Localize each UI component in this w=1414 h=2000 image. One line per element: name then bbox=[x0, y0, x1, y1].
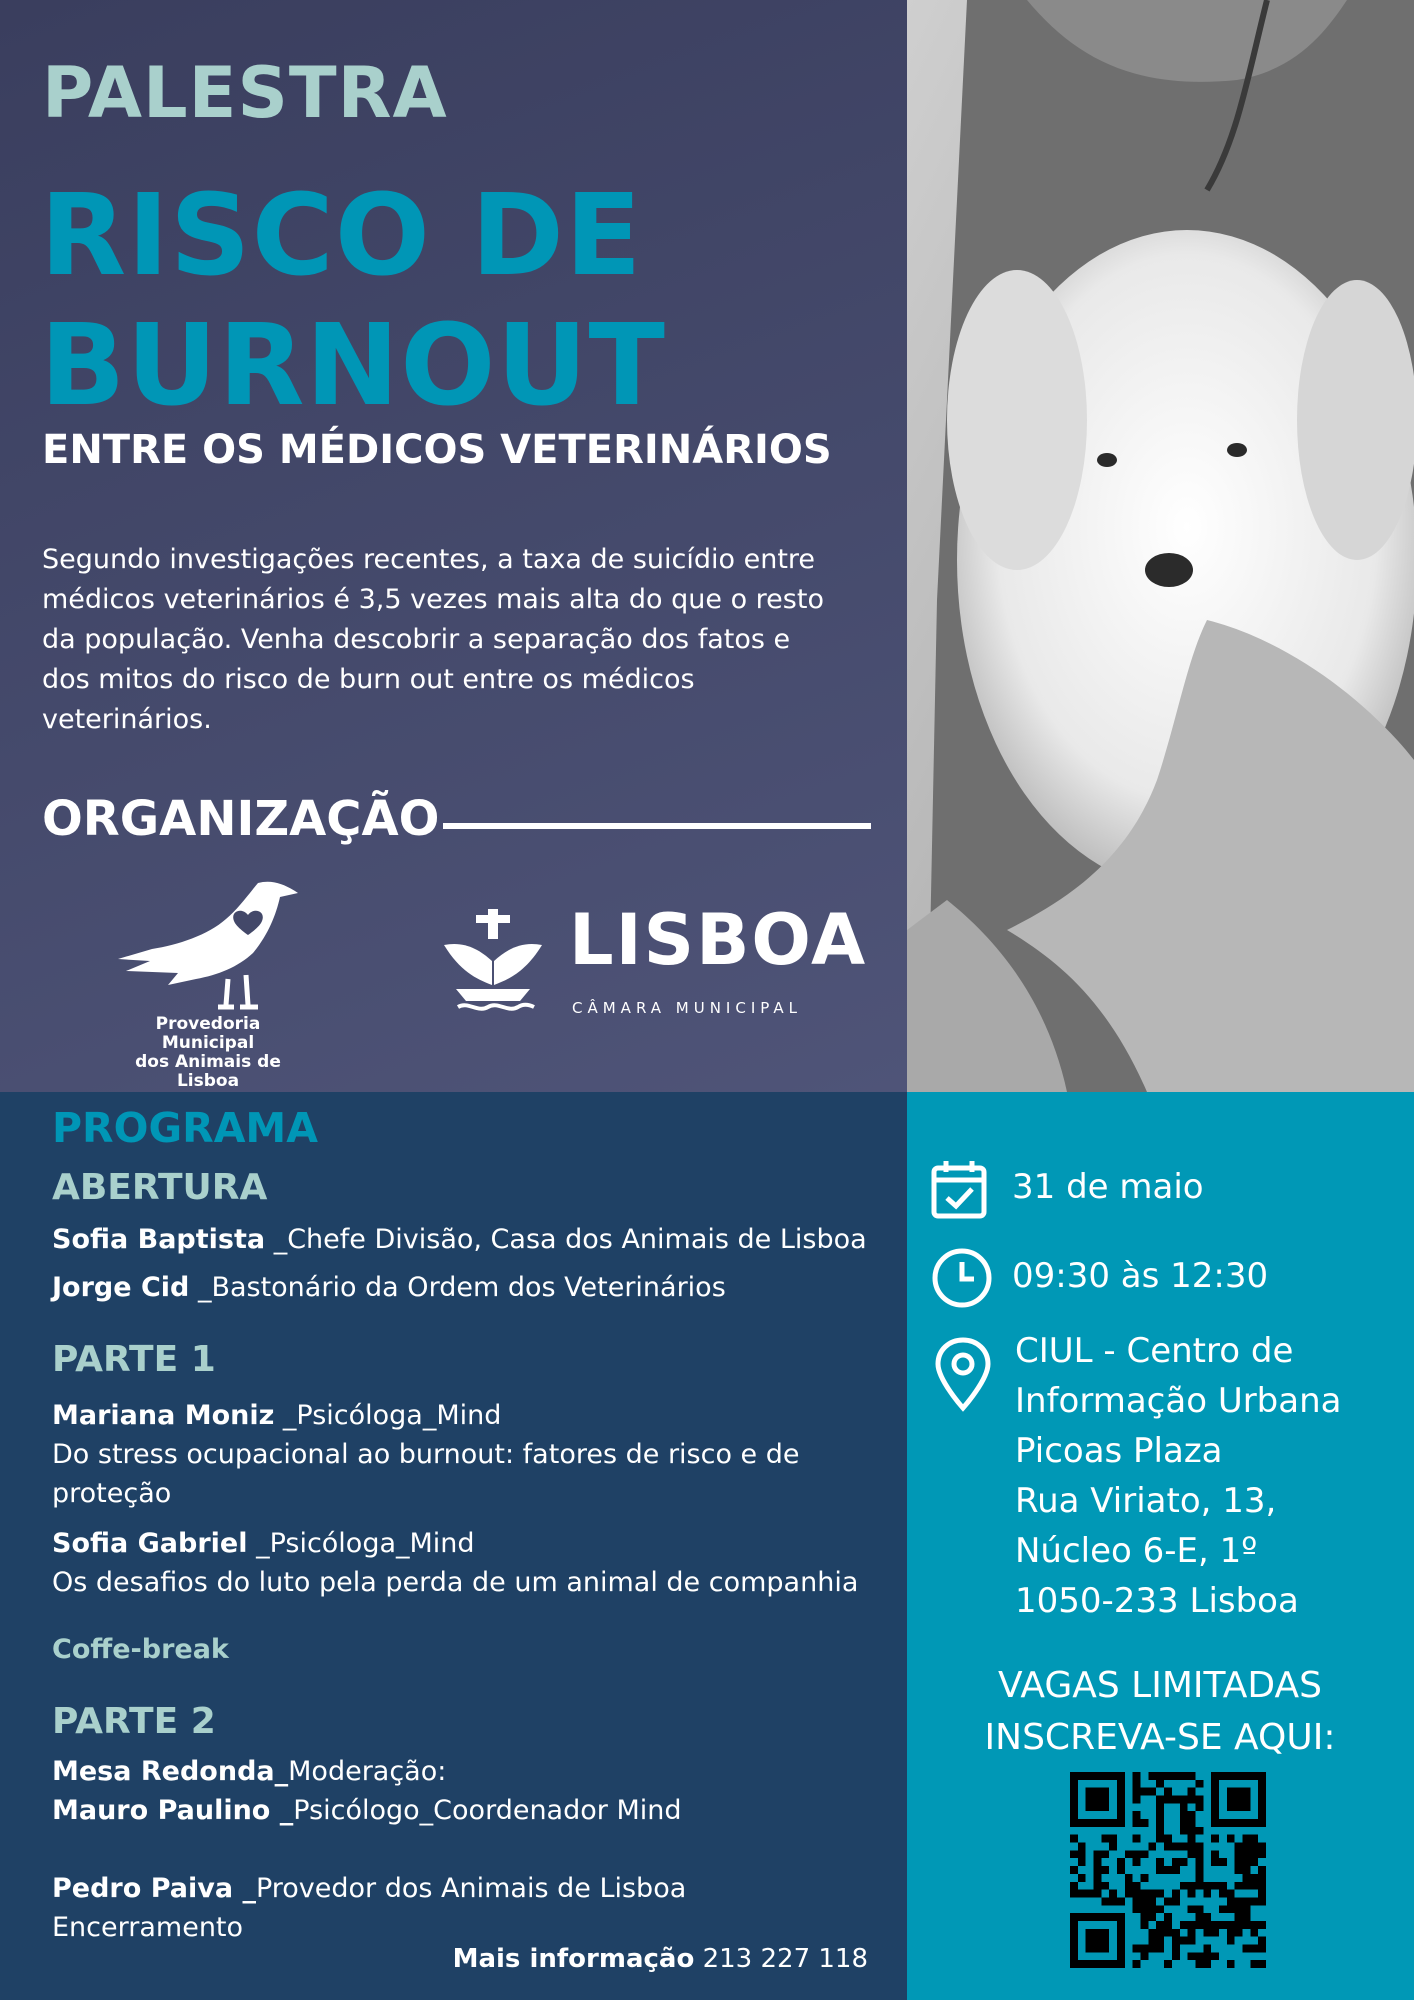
parte1-title: PARTE 1 bbox=[52, 1339, 216, 1380]
location-line-5: Núcleo 6-E, 1º bbox=[1015, 1531, 1258, 1571]
coffee-break-label: Coffe-break bbox=[52, 1634, 229, 1665]
location-line-3: Picoas Plaza bbox=[1015, 1431, 1223, 1471]
organization-title: ORGANIZAÇÃO bbox=[42, 791, 440, 847]
more-info: Mais informação 213 227 118 bbox=[452, 1944, 868, 1974]
abertura-speaker-2: Jorge Cid _Bastonário da Ordem dos Veterinários bbox=[52, 1272, 726, 1303]
intro-paragraph: Segundo investigações recentes, a taxa de suicídio entre médicos veterinários é 3,5 vezes mais alta do que o resto da população. Venha descobrir a separação dos fatos e dos mitos do risco de burn out entre os médicos veterinários. bbox=[42, 544, 824, 735]
parte1-talk-1-topic-line2: proteção bbox=[52, 1478, 172, 1509]
parte2-closing-label: Encerramento bbox=[52, 1912, 244, 1943]
registration-callout bbox=[930, 1660, 1390, 1764]
event-title-line2: BURNOUT bbox=[40, 301, 666, 431]
event-kicker: PALESTRA bbox=[42, 52, 448, 134]
abertura-title: ABERTURA bbox=[52, 1167, 268, 1208]
map-pin-icon bbox=[932, 1336, 994, 1416]
parte2-moderator: Mauro Paulino _Psicólogo_Coordenador Mind bbox=[52, 1795, 682, 1826]
parte1-talk-1-speaker: Mariana Moniz _Psicóloga_Mind bbox=[52, 1400, 502, 1431]
parte2-title: PARTE 2 bbox=[52, 1701, 216, 1742]
clock-icon bbox=[930, 1246, 994, 1314]
parte1-talk-1-topic-line1: Do stress ocupacional ao burnout: fatores de risco e de bbox=[52, 1439, 800, 1470]
event-title-line1: RISCO DE bbox=[40, 171, 643, 301]
organization-divider bbox=[443, 823, 871, 829]
location-line-1: CIUL - Centro de bbox=[1015, 1331, 1294, 1371]
provedoria-caption-line1: Provedoria Municipal bbox=[155, 1014, 261, 1053]
event-time: 09:30 às 12:30 bbox=[1012, 1256, 1269, 1296]
event-location bbox=[1015, 1326, 1395, 1626]
location-line-2: Informação Urbana bbox=[1015, 1381, 1342, 1421]
provedoria-caption-line2: dos Animais de Lisboa bbox=[135, 1052, 281, 1091]
event-subtitle: ENTRE OS MÉDICOS VETERINÁRIOS bbox=[42, 427, 832, 473]
vagas-line1: VAGAS LIMITADAS bbox=[998, 1665, 1322, 1706]
lisboa-logo bbox=[434, 899, 868, 1025]
lisboa-wordmark: LISBOA bbox=[569, 899, 868, 981]
lisboa-ship-icon bbox=[434, 905, 554, 1015]
crow-heart-icon bbox=[108, 875, 308, 1015]
parte2-closing-speaker: Pedro Paiva _Provedor dos Animais de Lisboa bbox=[52, 1873, 687, 1904]
vagas-line2: INSCREVA-SE AQUI: bbox=[984, 1717, 1336, 1758]
parte1-talk-2-topic: Os desafios do luto pela perda de um animal de companhia bbox=[52, 1567, 859, 1598]
calendar-check-icon bbox=[930, 1158, 988, 1224]
lisboa-subtitle: CÂMARA MUNICIPAL bbox=[572, 999, 802, 1017]
parte1-talk-2-speaker: Sofia Gabriel _Psicóloga_Mind bbox=[52, 1528, 475, 1559]
provedoria-logo bbox=[108, 875, 308, 1091]
location-line-6: 1050-233 Lisboa bbox=[1015, 1581, 1299, 1621]
program-title: PROGRAMA bbox=[52, 1104, 318, 1152]
registration-qr-code[interactable] bbox=[1070, 1772, 1266, 1968]
parte2-mesa: Mesa Redonda_Moderação: bbox=[52, 1756, 447, 1787]
abertura-speaker-1: Sofia Baptista _Chefe Divisão, Casa dos Animais de Lisboa bbox=[52, 1224, 867, 1255]
vet-dog-photo bbox=[907, 0, 1414, 1092]
event-date: 31 de maio bbox=[1012, 1167, 1204, 1207]
location-line-4: Rua Viriato, 13, bbox=[1015, 1481, 1277, 1521]
